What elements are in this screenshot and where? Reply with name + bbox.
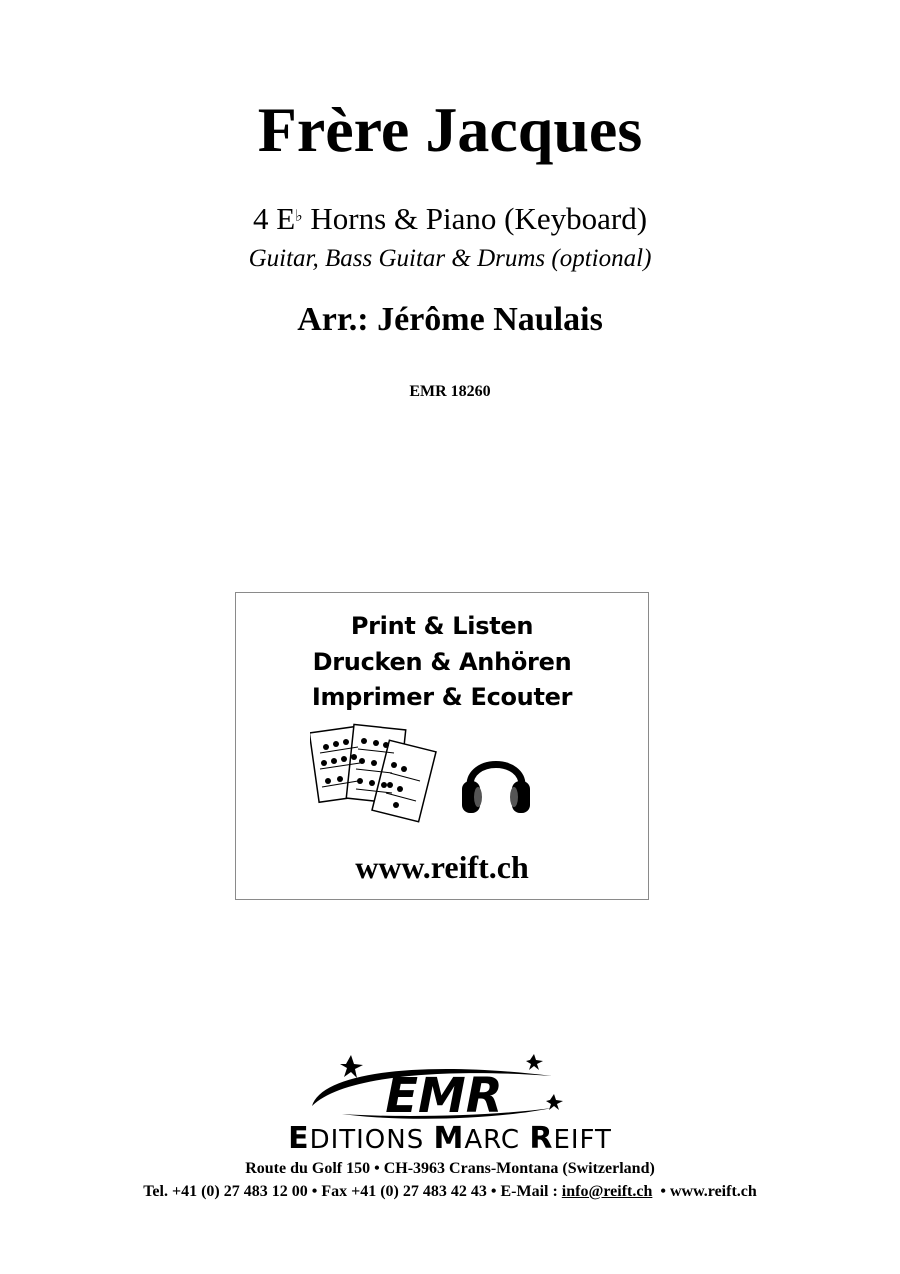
publisher-address: Route du Golf 150 • CH-3963 Crans-Montana (Switzerland): [245, 1160, 655, 1177]
publisher-name: [0, 1121, 900, 1156]
publisher-contact: [0, 1182, 900, 1202]
promo-box: [235, 592, 649, 900]
emr-logo: [302, 1054, 576, 1124]
flat-sign: ♭: [295, 208, 303, 225]
publisher-name-part: R: [529, 1121, 554, 1156]
promo-url[interactable]: www.reift.ch: [355, 849, 529, 885]
title: Frère Jacques: [257, 94, 643, 165]
email-link[interactable]: info@reift.ch: [561, 1183, 653, 1200]
contact-suffix[interactable]: • www.reift.ch: [652, 1183, 757, 1200]
promo-line-french: Imprimer & Ecouter: [311, 683, 573, 711]
publisher-name-part: EIFT: [553, 1125, 612, 1155]
publisher-name-part: M: [433, 1121, 465, 1156]
contact-prefix: Tel. +41 (0) 27 483 12 00 • Fax +41 (0) 27 483 42 43 • E-Mail :: [143, 1183, 562, 1200]
optional-parts: Guitar, Bass Guitar & Drums (optional): [248, 245, 652, 272]
instrumentation-prefix: 4 E: [252, 201, 296, 236]
promo-line-english: Print & Listen: [350, 612, 534, 640]
catalog-number: EMR 18260: [409, 383, 491, 400]
instrumentation-suffix: Horns & Piano (Keyboard): [302, 201, 648, 236]
promo-line-german: Drucken & Anhören: [312, 648, 572, 676]
publisher-name-part: E: [288, 1121, 310, 1156]
publisher-name-part: ARC: [464, 1125, 530, 1155]
sheet-music-icon: [310, 723, 438, 827]
logo-text: EMR: [385, 1068, 503, 1124]
arranger: Arr.: Jérôme Naulais: [297, 301, 603, 338]
publisher-name-part: DITIONS: [309, 1125, 434, 1155]
headphones-icon: [460, 743, 532, 819]
instrumentation: [0, 200, 900, 238]
